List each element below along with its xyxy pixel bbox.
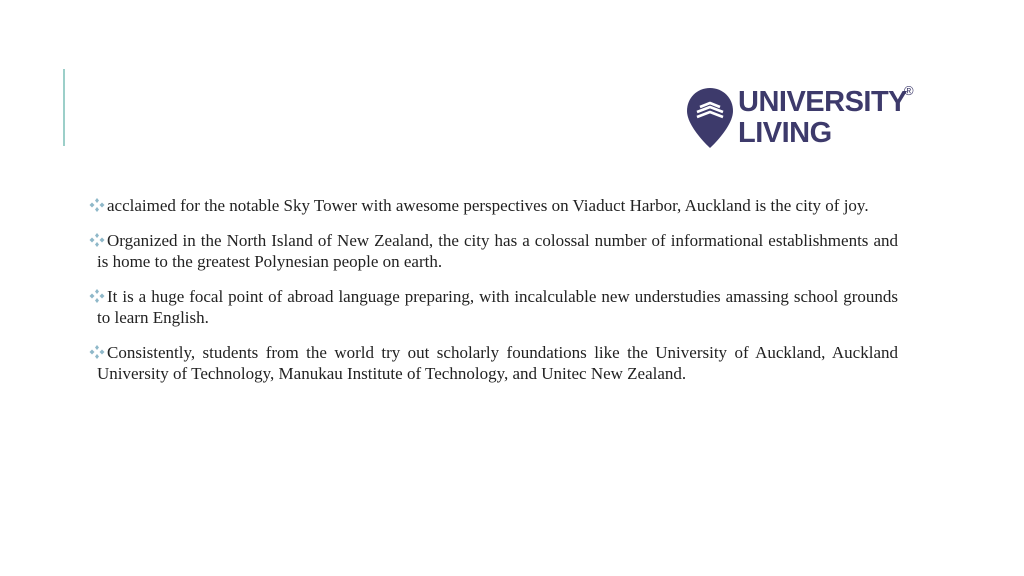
four-diamond-icon (89, 198, 105, 212)
logo-text-living: LIVING (738, 117, 832, 149)
bullet-item (89, 195, 898, 216)
bullet-item (89, 342, 898, 384)
bullet-list (89, 195, 898, 398)
accent-line (63, 69, 65, 146)
university-living-logo (686, 84, 926, 154)
bullet-text: acclaimed for the notable Sky Tower with awesome perspectives on Viaduct Harbor, Auckland is the city of joy. (107, 196, 869, 215)
bullet-text: Organized in the North Island of New Zealand, the city has a colossal number of informational establishments and is home to the greatest Polynesian people on earth. (97, 231, 898, 271)
bullet-item (89, 286, 898, 328)
bullet-text: It is a huge focal point of abroad language preparing, with incalculable new understudies amassing school grounds to learn English. (97, 287, 898, 327)
four-diamond-icon (89, 289, 105, 303)
map-pin-book-icon (686, 87, 734, 149)
logo-text-university: UNIVERSITY (738, 86, 908, 118)
bullet-text: Consistently, students from the world try out scholarly foundations like the University of Auckland, Auckland University of Technology, Manukau Institute of Technology, and Unitec New Zealand. (97, 343, 898, 383)
bullet-item (89, 230, 898, 272)
four-diamond-icon (89, 345, 105, 359)
four-diamond-icon (89, 233, 105, 247)
registered-mark: ® (904, 83, 914, 98)
